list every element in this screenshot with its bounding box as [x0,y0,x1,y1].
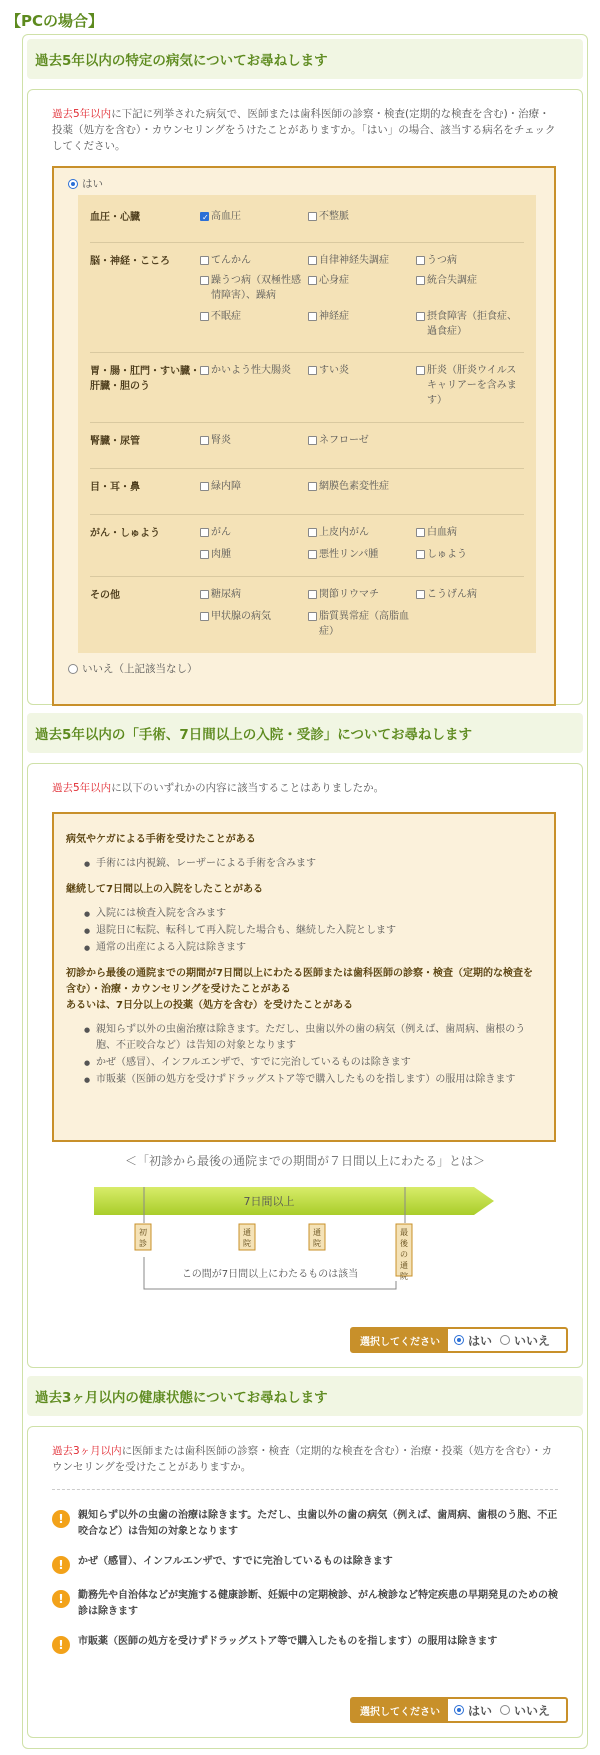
checkbox[interactable] [308,276,317,285]
checkbox-label: 自律神経失調症 [319,255,389,266]
condition-treatment-list [84,1022,542,1088]
checkbox[interactable] [308,550,317,559]
marker-last-text: 後 [400,1239,408,1248]
category-items [200,253,524,342]
category-name: 腎臓・尿管 [90,436,140,447]
checkbox-diabetes[interactable] [200,587,308,607]
intro-text: に医師または歯科医師の診察・検査（定期的な検査を含む）・治療・投薬（処方を含む）・カウンセリングを受けたことがありますか。 [52,1445,553,1473]
category-items [200,587,524,643]
checkbox[interactable] [308,612,317,621]
marker-last-text: 最 [400,1228,408,1237]
category-items [200,525,524,566]
checkbox[interactable] [416,528,425,537]
category-name: 脳・神経・こころ [90,256,170,267]
checkbox[interactable] [200,528,209,537]
no-radio[interactable] [500,1335,510,1345]
checkbox-label: 腎炎 [211,435,231,446]
bracket-label: この間が7日間以上にわたるものは該当 [181,1269,359,1280]
checkbox-nephrosis[interactable] [308,433,416,458]
checkbox-label: 白血病 [427,527,457,538]
category-name: 胃・腸・肛門・すい臓・肝臓・胆のう [90,366,200,392]
section2-box [27,763,583,1368]
answer-yes[interactable] [454,1702,492,1719]
checkbox-sarcoma[interactable] [200,547,308,567]
checkbox-label: かいよう性大腸炎 [211,365,291,376]
checkbox-carcinoma-in-situ[interactable] [308,525,416,545]
list-item: ● かぜ（感冒）、インフルエンザで、すでに完治しているものは除きます [84,1055,542,1071]
note-item [52,1508,558,1540]
note-text: 親知らず以外の虫歯の治療は除きます。ただし、虫歯以外の歯の病気（例えば、歯周病、歯根のう胞、不正咬合など）は告知の対象となります [78,1510,558,1537]
checkbox-label: ネフローゼ [319,435,369,446]
category-row [90,515,524,577]
checkbox-label: 神経症 [319,310,349,322]
checkbox-checked[interactable] [200,212,209,221]
timeline-diagram [34,1177,574,1297]
checkbox-rheumatoid[interactable] [308,587,416,607]
checkbox[interactable] [308,528,317,537]
checkbox[interactable] [200,312,209,321]
checkbox-label: 心身症 [319,275,349,287]
select-label: 選択してください [352,1699,448,1721]
checkbox[interactable] [416,590,425,599]
checkbox-tumor[interactable] [416,547,524,567]
category-name: その他 [90,590,120,601]
category-items [200,209,524,232]
no-radio-row[interactable] [68,661,554,676]
checkbox-lymphoma[interactable] [308,547,416,567]
checkbox-label: 躁うつ病（双極性感情障害）、躁病 [211,275,301,302]
marker-first-text: 診 [139,1239,147,1248]
checkbox-label: 統合失調症 [427,275,477,287]
answer-no[interactable] [500,1332,550,1349]
section1-box [27,89,583,705]
category-items [200,433,524,458]
checkbox[interactable] [416,366,425,375]
checkbox-epilepsy[interactable] [200,253,308,271]
yes-panel [52,166,556,706]
condition-hospital-list [84,906,542,956]
checkbox[interactable] [416,276,425,285]
marker-visit2-text: 院 [313,1239,321,1248]
checkbox-cancer[interactable] [200,525,308,545]
checkbox-glaucoma[interactable] [200,479,308,504]
yes-radio[interactable] [454,1705,464,1715]
section3-box [27,1426,583,1738]
no-radio[interactable] [500,1705,510,1715]
checkbox-label: 上皮内がん [319,527,369,538]
checkbox-label: 脂質異常症（高脂血症） [319,610,409,637]
checkbox-label: てんかん [211,255,251,266]
note-text: 市販薬（医師の処方を受けずドラッグストア等で購入したものを指します）の服用は除きます [78,1636,498,1647]
category-items [200,479,524,504]
intro-period: 過去3ヶ月以内 [52,1445,122,1457]
checkbox[interactable] [308,212,317,221]
checkbox-label: 悪性リンパ腫 [319,548,379,560]
timeline-title: ＜「初診から最後の通院までの期間が７日間以上にわたる」とは＞ [124,1154,485,1168]
no-radio[interactable] [68,664,78,674]
section1-heading: 過去5年以内の特定の病気についてお尋ねします [27,39,583,79]
page-title: 【PCの場合】 [6,12,104,30]
note-item [52,1588,558,1620]
checkbox[interactable] [308,590,317,599]
category-name: がん・しゅよう [90,528,160,539]
no-label: いいえ [513,1333,550,1348]
checkbox-pancreatitis[interactable] [308,363,416,412]
checkbox[interactable] [308,482,317,491]
category-row [90,243,524,353]
marker-visit2-text: 通 [313,1228,321,1237]
intro-period: 過去5年以内 [52,108,112,120]
checkbox-leukemia[interactable] [416,525,524,545]
category-row [90,353,524,423]
condition-hospital-title: 継続して7日間以上の入院をしたことがある [66,884,263,895]
checkbox-thyroid[interactable] [200,609,308,644]
category-name: 血圧・心臓 [90,212,140,223]
category-row [90,199,524,243]
checkbox-label: 網膜色素変性症 [319,481,389,492]
marker-visit1-text: 通 [243,1228,251,1237]
intro-text: に以下のいずれかの内容に該当することはありましたか。 [111,782,385,794]
category-row [90,423,524,469]
checkbox[interactable] [200,482,209,491]
answer-no[interactable] [500,1702,550,1719]
condition-surgery-list [84,856,542,872]
conditions-box [52,812,556,1142]
questionnaire-panel [22,34,588,1749]
note-text: 勤務先や自治体などが実施する健康診断、妊娠中の定期検診、がん検診など特定疾患の早期発見のための検診は除きます [78,1590,558,1617]
warning-icon: ! [52,1590,70,1608]
checkbox[interactable] [416,256,425,265]
checkbox-nephritis[interactable] [200,433,308,458]
intro-text: に下記に列挙された病気で、医師または歯科医師の診察・検査(定期的な検査を含む)・治療・投薬（処方を含む）・カウンセリングをうけたことがありますか。「はい」の場合、該当する病名をチェックしてください。 [52,108,556,152]
checkbox[interactable] [200,550,209,559]
warning-icon: ! [52,1636,70,1654]
checkbox-label: こうげん病 [427,589,477,600]
list-item: ● 入院には検査入院を含みます [84,906,542,922]
checkbox-label: 緑内障 [211,481,241,492]
checkbox[interactable] [308,256,317,265]
note-text: かぜ（感冒）、インフルエンザで、すでに完治しているものは除きます [78,1556,393,1567]
checkbox[interactable] [416,550,425,559]
disease-table [78,195,536,653]
section3-heading: 過去3ヶ月以内の健康状態についてお尋ねします [27,1376,583,1416]
checkbox-label: がん [211,527,231,538]
no-label: いいえ [513,1703,550,1718]
checkbox-autonomic[interactable] [308,253,416,271]
checkbox-label: しゅよう [427,548,467,560]
answer-yes[interactable] [454,1332,492,1349]
checkbox-collagen-disease[interactable] [416,587,524,607]
condition-treatment-title: 初診から最後の通院までの期間が7日間以上にわたる医師または歯科医師の診察・検査（定期的な検査を含む）・治療・カウンセリングを受けたことがある あるいは、7日分以上の投薬（処方を含む）を受けたことがある [66,968,533,1011]
checkbox-arrhythmia[interactable] [308,209,416,232]
checkbox[interactable] [308,436,317,445]
checkbox-retinitis[interactable] [308,479,416,504]
checkbox-label: 肉腫 [211,548,231,560]
marker-first-text: 初 [139,1228,147,1237]
warning-icon: ! [52,1510,70,1528]
marker-visit1-text: 院 [243,1239,251,1248]
condition-surgery-title: 病気やケガによる手術を受けたことがある [66,834,256,845]
checkbox[interactable] [200,366,209,375]
yes-radio-row[interactable] [68,176,554,191]
category-row [90,469,524,515]
section1-intro [28,106,582,154]
yes-radio[interactable] [454,1335,464,1345]
checkbox-label: 摂食障害（拒食症、過食症） [427,310,517,337]
checkbox-bipolar[interactable] [200,273,308,306]
category-row [90,577,524,653]
checkbox[interactable] [416,312,425,321]
checkbox-colitis[interactable] [200,363,308,412]
checkbox-depression[interactable] [416,253,524,271]
checkbox-eating-disorder[interactable] [416,309,524,342]
checkbox-dyslipidemia[interactable] [308,609,416,644]
checkbox[interactable] [308,312,317,321]
yes-radio[interactable] [68,179,78,189]
checkbox-neurosis[interactable] [308,309,416,342]
exclusion-notes [52,1508,558,1654]
marker-last-text: の [400,1250,408,1259]
section3-intro [28,1443,582,1475]
checkbox-label: 糖尿病 [211,589,241,600]
arrow-label: 7日間以上 [243,1195,295,1208]
warning-icon: ! [52,1556,70,1574]
checkbox-label: すい炎 [319,365,349,376]
yes-label: はい [467,1333,492,1348]
checkbox-label: うつ病 [427,255,457,266]
category-items [200,363,524,412]
checkbox-hypertension[interactable] [200,209,308,232]
answer-selector [350,1327,568,1353]
list-item: ● 親知らず以外の虫歯治療は除きます。ただし、虫歯以外の歯の病気（例えば、歯周病、歯根のう胞、不正咬合など）は告知の対象となります [84,1022,542,1054]
note-item [52,1634,558,1654]
checkbox[interactable] [200,276,209,285]
checkbox-schizophrenia[interactable] [416,273,524,306]
checkbox-label: 甲状腺の病気 [211,610,271,622]
checkbox[interactable] [200,590,209,599]
checkbox-label: 不整脈 [319,211,349,222]
marker-last-text: 院 [400,1272,408,1281]
select-label: 選択してください [352,1329,448,1351]
checkbox[interactable] [200,612,209,621]
checkbox-hepatitis[interactable] [416,363,524,412]
list-item: ● 退院日に転院、転科して再入院した場合も、継続した入院とします [84,923,542,939]
checkbox-label: 関節リウマチ [319,589,379,600]
category-name: 目・耳・鼻 [90,482,140,493]
checkbox-label: 高血圧 [211,211,241,222]
checkbox-insomnia[interactable] [200,309,308,342]
marker-last-text: 通 [400,1261,408,1270]
checkbox[interactable] [200,436,209,445]
no-radio-label: いいえ（上記該当なし） [82,663,198,675]
checkbox[interactable] [200,256,209,265]
section2-heading: 過去5年以内の「手術、7日間以上の入院・受診」についてお尋ねします [27,713,583,753]
section2-intro [28,780,582,796]
divider [52,1489,558,1490]
answer-selector [350,1697,568,1723]
intro-period: 過去5年以内 [52,782,112,794]
note-item [52,1554,558,1574]
yes-radio-label: はい [82,178,103,190]
checkbox-label: 不眠症 [211,310,241,322]
list-item: ● 通常の出産による入院は除きます [84,940,542,956]
yes-label: はい [467,1703,492,1718]
checkbox[interactable] [308,366,317,375]
list-item: ● 市販薬（医師の処方を受けずドラッグストア等で購入したものを指します）の服用は除きます [84,1072,542,1088]
checkbox-psychosomatic[interactable] [308,273,416,306]
checkbox-label: 肝炎（肝炎ウイルスキャリアーを含みます） [427,365,517,406]
list-item: ● 手術には内視鏡、レーザーによる手術を含みます [84,856,542,872]
